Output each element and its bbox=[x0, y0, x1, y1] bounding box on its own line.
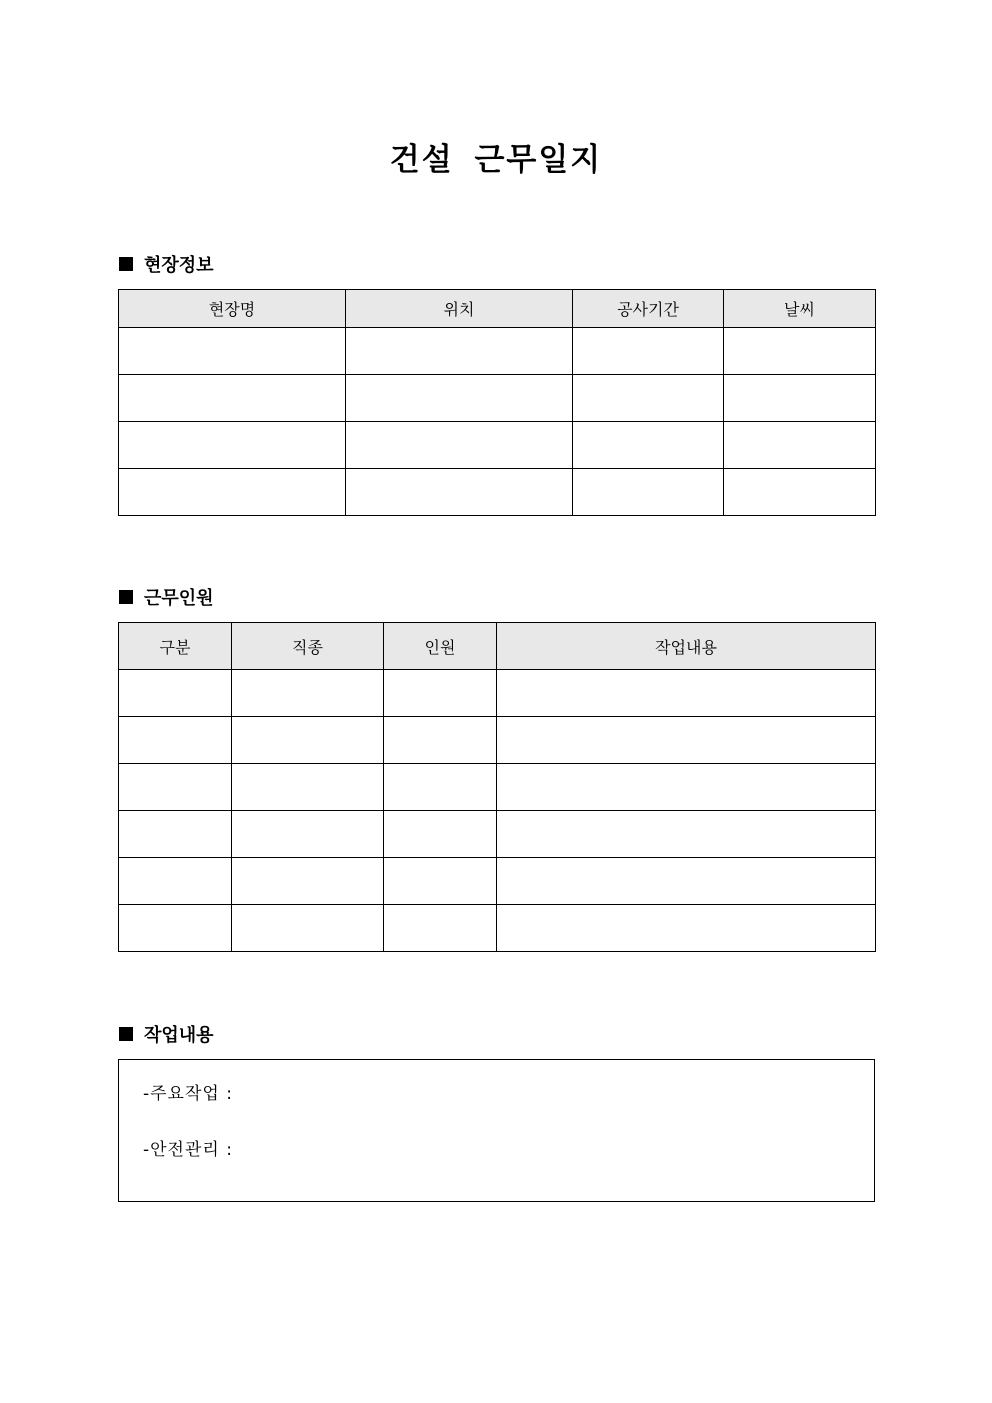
column-header: 작업내용 bbox=[497, 623, 876, 670]
table-cell[interactable] bbox=[724, 469, 876, 516]
table-cell[interactable] bbox=[119, 328, 346, 375]
table-row bbox=[119, 328, 876, 375]
square-bullet-icon bbox=[119, 1027, 133, 1041]
table-cell[interactable] bbox=[232, 670, 384, 717]
table-row bbox=[119, 811, 876, 858]
table-cell[interactable] bbox=[119, 375, 346, 422]
table-cell[interactable] bbox=[232, 858, 384, 905]
table-cell[interactable] bbox=[724, 375, 876, 422]
column-header: 직종 bbox=[232, 623, 384, 670]
table-cell[interactable] bbox=[384, 670, 497, 717]
table-cell[interactable] bbox=[384, 811, 497, 858]
table-cell[interactable] bbox=[346, 328, 573, 375]
section-heading-label: 현장정보 bbox=[144, 255, 214, 276]
table-cell[interactable] bbox=[497, 764, 876, 811]
table-cell[interactable] bbox=[497, 858, 876, 905]
table-cell[interactable] bbox=[119, 905, 232, 952]
table-cell[interactable] bbox=[497, 811, 876, 858]
work-notes-box[interactable] bbox=[118, 1059, 875, 1202]
table-cell[interactable] bbox=[232, 811, 384, 858]
column-header: 현장명 bbox=[119, 290, 346, 328]
table-cell[interactable] bbox=[497, 905, 876, 952]
table-cell[interactable] bbox=[119, 858, 232, 905]
table-header-row bbox=[119, 290, 876, 328]
table-cell[interactable] bbox=[346, 469, 573, 516]
staff-table bbox=[118, 622, 876, 952]
safety-label: -안전관리 : bbox=[143, 1140, 233, 1160]
table-cell[interactable] bbox=[232, 717, 384, 764]
table-cell[interactable] bbox=[724, 328, 876, 375]
table-cell[interactable] bbox=[346, 375, 573, 422]
table-row bbox=[119, 469, 876, 516]
column-header: 인원 bbox=[384, 623, 497, 670]
column-header: 위치 bbox=[346, 290, 573, 328]
table-cell[interactable] bbox=[384, 858, 497, 905]
column-header: 날씨 bbox=[724, 290, 876, 328]
table-cell[interactable] bbox=[573, 375, 724, 422]
section-heading-label: 근무인원 bbox=[144, 588, 214, 609]
table-cell[interactable] bbox=[119, 764, 232, 811]
table-header-row bbox=[119, 623, 876, 670]
table-cell[interactable] bbox=[573, 469, 724, 516]
section-heading-work bbox=[119, 1022, 214, 1046]
table-cell[interactable] bbox=[119, 811, 232, 858]
table-cell[interactable] bbox=[573, 422, 724, 469]
table-cell[interactable] bbox=[384, 905, 497, 952]
table-row bbox=[119, 717, 876, 764]
table-cell[interactable] bbox=[573, 328, 724, 375]
table-row bbox=[119, 422, 876, 469]
table-row bbox=[119, 764, 876, 811]
table-row bbox=[119, 375, 876, 422]
column-header: 구분 bbox=[119, 623, 232, 670]
table-cell[interactable] bbox=[119, 422, 346, 469]
table-cell[interactable] bbox=[346, 422, 573, 469]
table-cell[interactable] bbox=[384, 717, 497, 764]
table-row bbox=[119, 905, 876, 952]
section-heading-staff bbox=[119, 585, 214, 609]
square-bullet-icon bbox=[119, 590, 133, 604]
table-cell[interactable] bbox=[724, 422, 876, 469]
table-cell[interactable] bbox=[497, 717, 876, 764]
square-bullet-icon bbox=[119, 257, 133, 271]
section-heading-site-info bbox=[119, 252, 214, 276]
main-work-line bbox=[143, 1079, 233, 1104]
table-cell[interactable] bbox=[497, 670, 876, 717]
site-info-table bbox=[118, 289, 876, 516]
table-row bbox=[119, 858, 876, 905]
table-row bbox=[119, 670, 876, 717]
table-cell[interactable] bbox=[119, 717, 232, 764]
section-heading-label: 작업내용 bbox=[144, 1025, 214, 1046]
table-cell[interactable] bbox=[119, 670, 232, 717]
safety-line bbox=[143, 1135, 233, 1160]
main-work-label: -주요작업 : bbox=[143, 1084, 233, 1104]
table-cell[interactable] bbox=[384, 764, 497, 811]
document-title: 건설 근무일지 bbox=[389, 142, 603, 178]
table-cell[interactable] bbox=[119, 469, 346, 516]
table-cell[interactable] bbox=[232, 764, 384, 811]
column-header: 공사기간 bbox=[573, 290, 724, 328]
table-cell[interactable] bbox=[232, 905, 384, 952]
